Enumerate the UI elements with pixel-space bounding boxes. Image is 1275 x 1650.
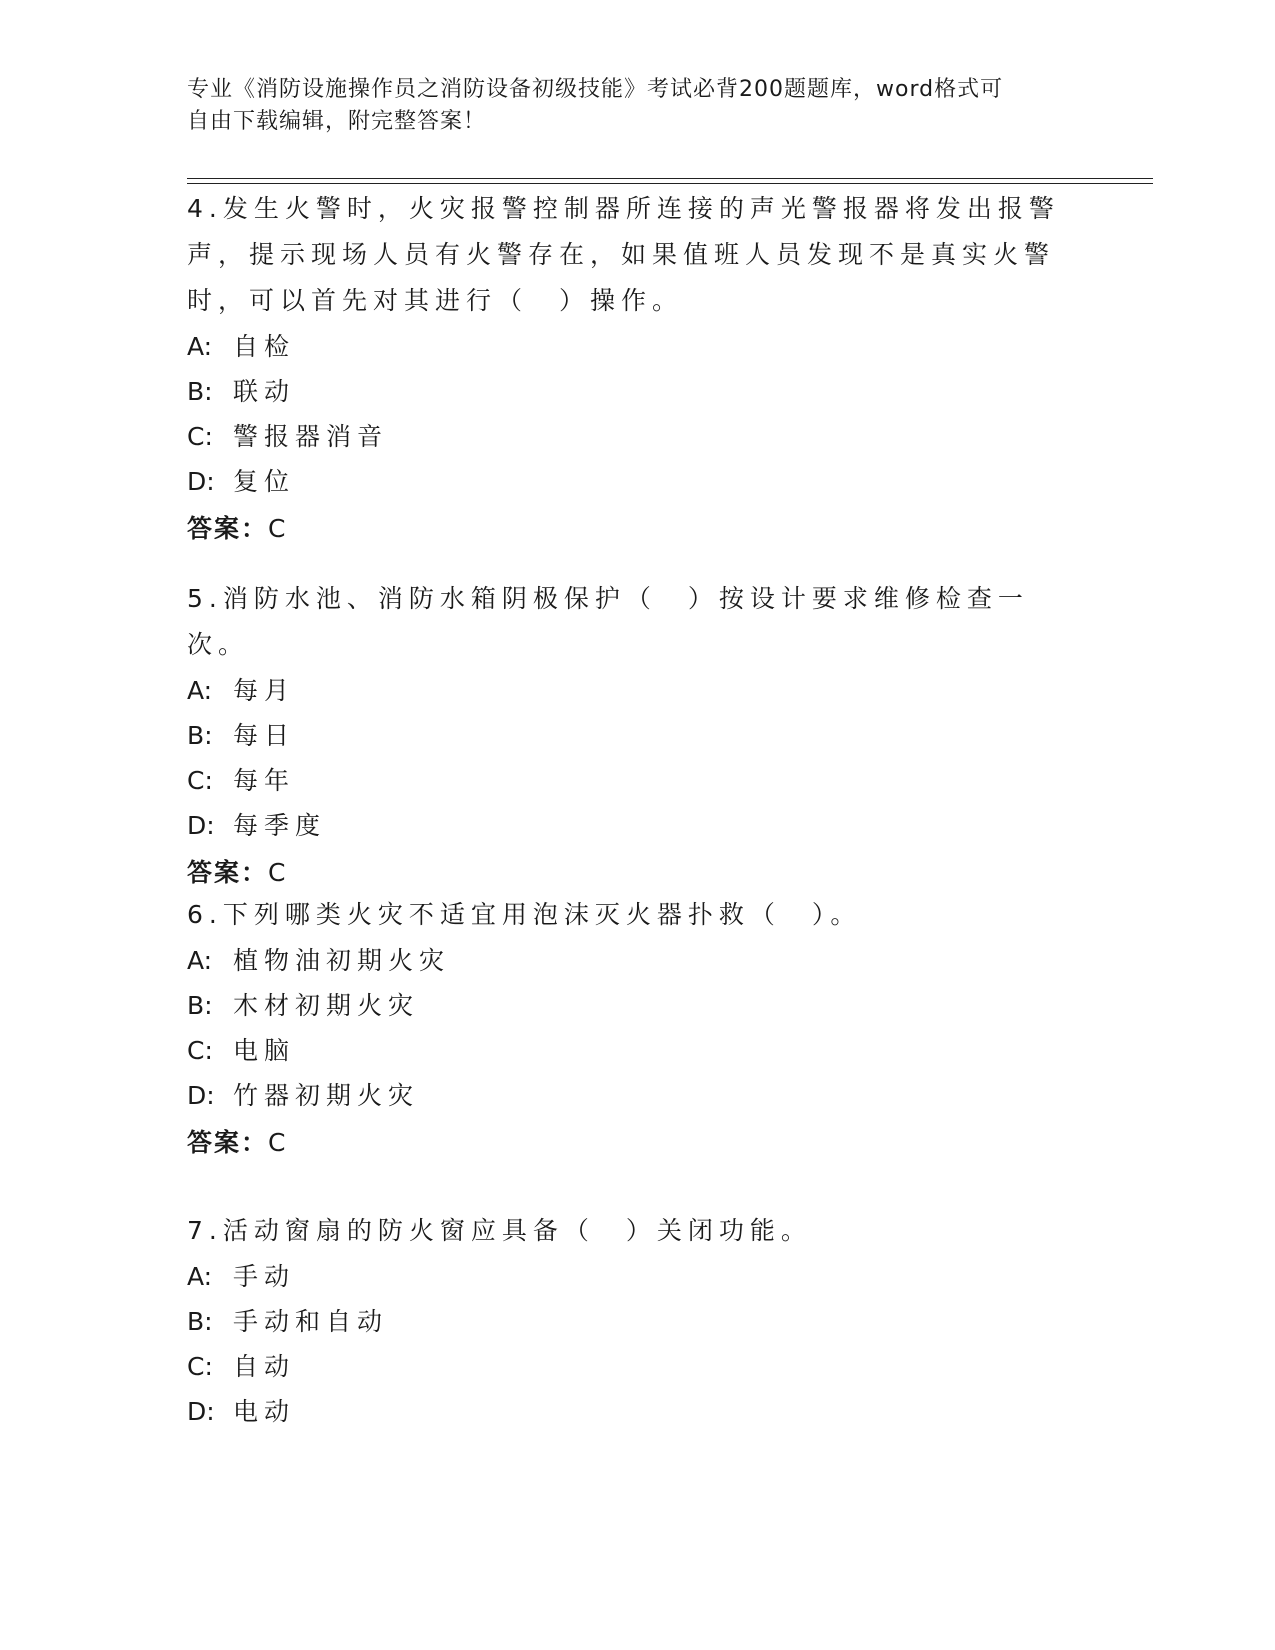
option-key: C: bbox=[187, 422, 213, 451]
header-divider-bottom bbox=[187, 183, 1153, 184]
header-line-2: 自由下载编辑，附完整答案！ bbox=[187, 109, 487, 134]
option-b bbox=[187, 983, 1087, 1028]
option-b bbox=[187, 713, 1087, 758]
option-text: 每日 bbox=[233, 721, 296, 750]
option-text: 警报器消音 bbox=[233, 422, 389, 451]
question-stem: 6.下列哪类火灾不适宜用泡沫灭火器扑救（ ）。 bbox=[187, 900, 862, 929]
question-7 bbox=[187, 1208, 1087, 1434]
answer-value: C bbox=[268, 858, 286, 887]
option-d bbox=[187, 1073, 1087, 1118]
option-text: 手动和自动 bbox=[233, 1307, 389, 1336]
option-key: D: bbox=[187, 1081, 215, 1110]
option-key: A: bbox=[187, 676, 213, 705]
option-c bbox=[187, 758, 1087, 803]
answer-label: 答案： bbox=[187, 514, 269, 543]
option-key: A: bbox=[187, 946, 213, 975]
question-6 bbox=[187, 892, 1087, 1165]
answer-label: 答案： bbox=[187, 1128, 269, 1157]
option-key: D: bbox=[187, 1397, 215, 1426]
option-key: D: bbox=[187, 467, 215, 496]
header-line-1: 专业《消防设施操作员之消防设备初级技能》考试必背200题题库，word格式可 bbox=[187, 77, 1004, 102]
option-b bbox=[187, 369, 1087, 414]
option-text: 自检 bbox=[233, 332, 296, 361]
option-text: 联动 bbox=[233, 377, 296, 406]
question-stem: 5.消防水池、消防水箱阴极保护（ ）按设计要求维修检查一次。 bbox=[187, 584, 1029, 659]
option-c bbox=[187, 1344, 1087, 1389]
answer-line bbox=[187, 1120, 1087, 1165]
option-key: C: bbox=[187, 766, 213, 795]
question-stem: 7.活动窗扇的防火窗应具备（ ）关闭功能。 bbox=[187, 1216, 812, 1245]
option-key: B: bbox=[187, 721, 213, 750]
option-a bbox=[187, 324, 1087, 369]
option-text: 植物油初期火灾 bbox=[233, 946, 451, 975]
option-text: 每年 bbox=[233, 766, 296, 795]
answer-value: C bbox=[268, 514, 286, 543]
question-5 bbox=[187, 576, 1087, 895]
option-d bbox=[187, 459, 1087, 504]
option-text: 竹器初期火灾 bbox=[233, 1081, 420, 1110]
option-c bbox=[187, 414, 1087, 459]
option-text: 每月 bbox=[233, 676, 296, 705]
option-d bbox=[187, 803, 1087, 848]
option-key: C: bbox=[187, 1036, 213, 1065]
option-a bbox=[187, 938, 1087, 983]
option-a bbox=[187, 668, 1087, 713]
option-d bbox=[187, 1389, 1087, 1434]
option-key: D: bbox=[187, 811, 215, 840]
option-key: B: bbox=[187, 991, 213, 1020]
option-c bbox=[187, 1028, 1087, 1073]
option-text: 电脑 bbox=[233, 1036, 296, 1065]
option-text: 每季度 bbox=[233, 811, 327, 840]
option-key: B: bbox=[187, 377, 213, 406]
option-a bbox=[187, 1254, 1087, 1299]
header-divider-top bbox=[187, 178, 1153, 179]
option-b bbox=[187, 1299, 1087, 1344]
answer-label: 答案： bbox=[187, 858, 269, 887]
option-key: A: bbox=[187, 332, 213, 361]
option-text: 电动 bbox=[233, 1397, 296, 1426]
option-text: 手动 bbox=[233, 1262, 296, 1291]
answer-line bbox=[187, 850, 1087, 895]
option-key: A: bbox=[187, 1262, 213, 1291]
question-4 bbox=[187, 186, 1087, 551]
answer-line bbox=[187, 506, 1087, 551]
option-text: 复位 bbox=[233, 467, 296, 496]
question-stem: 4.发生火警时，火灾报警控制器所连接的声光警报器将发出报警声，提示现场人员有火警存在，如果值班人员发现不是真实火警时，可以首先对其进行（ ）操作。 bbox=[187, 194, 1060, 315]
option-key: B: bbox=[187, 1307, 213, 1336]
option-text: 木材初期火灾 bbox=[233, 991, 420, 1020]
document-header bbox=[187, 74, 1087, 138]
option-key: C: bbox=[187, 1352, 213, 1381]
option-text: 自动 bbox=[233, 1352, 296, 1381]
answer-value: C bbox=[268, 1128, 286, 1157]
